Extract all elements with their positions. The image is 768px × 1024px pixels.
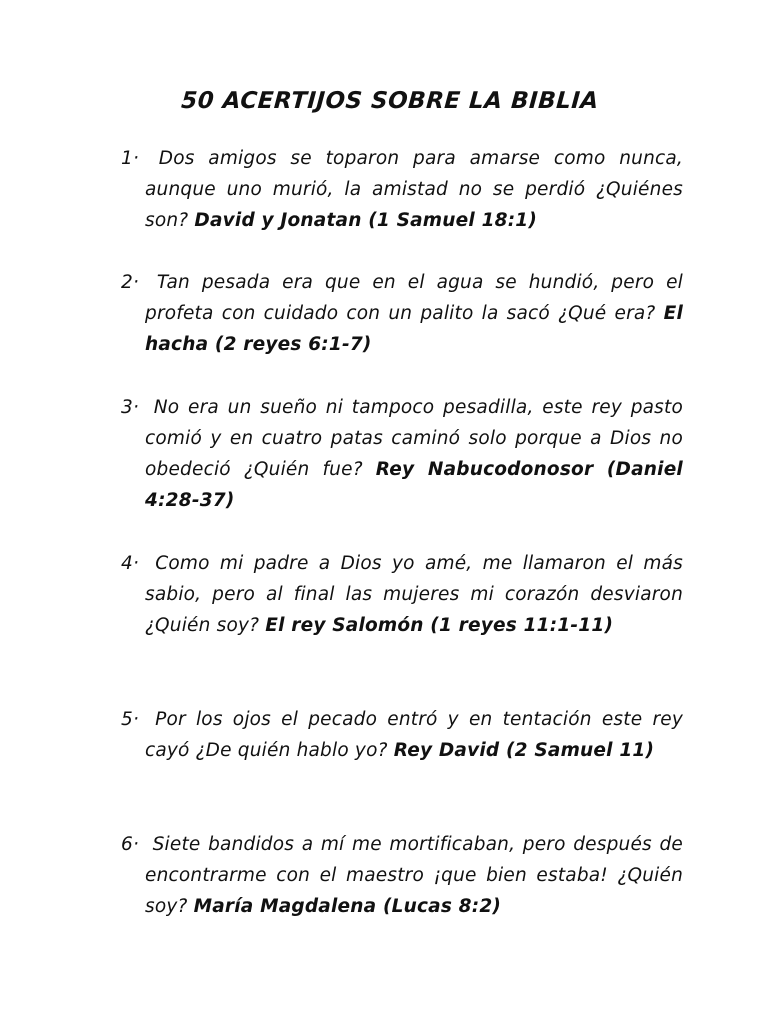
- riddle-number: 6·: [121, 834, 140, 855]
- riddle-number: 1·: [121, 148, 140, 169]
- riddle-answer: El hacha (2 reyes 6:1-7): [145, 303, 683, 355]
- riddle-question: No era un sueño ni tampoco pesadilla, este rey pasto comió y en cuatro patas caminó solo porque a Dios no obedeció ¿Quién fue?: [145, 397, 683, 480]
- riddle-answer: Rey David (2 Samuel 11): [393, 740, 655, 761]
- riddle-item-6: [121, 829, 683, 922]
- riddle-number: 2·: [121, 272, 140, 293]
- document-title: 50 ACERTIJOS SOBRE LA BIBLIA: [180, 88, 600, 114]
- riddle-question: Tan pesada era que en el agua se hundió, pero el profeta con cuidado con un palito la sacó ¿Qué era?: [145, 272, 683, 324]
- riddle-item-2: [121, 267, 683, 360]
- riddle-item-3: [121, 392, 683, 516]
- riddle-question: Siete bandidos a mí me mortificaban, pero después de encontrarme con el maestro ¡que bien estaba! ¿Quién soy?: [145, 834, 683, 917]
- riddle-item-1: [121, 143, 683, 236]
- riddle-question: Por los ojos el pecado entró y en tentación este rey cayó ¿De quién hablo yo?: [145, 709, 683, 761]
- riddle-number: 5·: [121, 709, 140, 730]
- riddle-answer: David y Jonatan (1 Samuel 18:1): [194, 210, 538, 231]
- riddle-number: 3·: [121, 397, 140, 418]
- riddle-item-5: [121, 704, 683, 766]
- riddle-answer: El rey Salomón (1 reyes 11:1-11): [265, 615, 614, 636]
- riddle-item-4: [121, 548, 683, 641]
- riddle-number: 4·: [121, 553, 140, 574]
- riddle-question: Dos amigos se toparon para amarse como nunca, aunque uno murió, la amistad no se perdió ¿Quiénes son?: [145, 148, 683, 231]
- riddle-question: Como mi padre a Dios yo amé, me llamaron el más sabio, pero al final las mujeres mi corazón desviaron ¿Quién soy?: [145, 553, 683, 636]
- riddle-answer: María Magdalena (Lucas 8:2): [193, 896, 502, 917]
- riddle-answer: Rey Nabucodonosor (Daniel 4:28-37): [145, 459, 683, 511]
